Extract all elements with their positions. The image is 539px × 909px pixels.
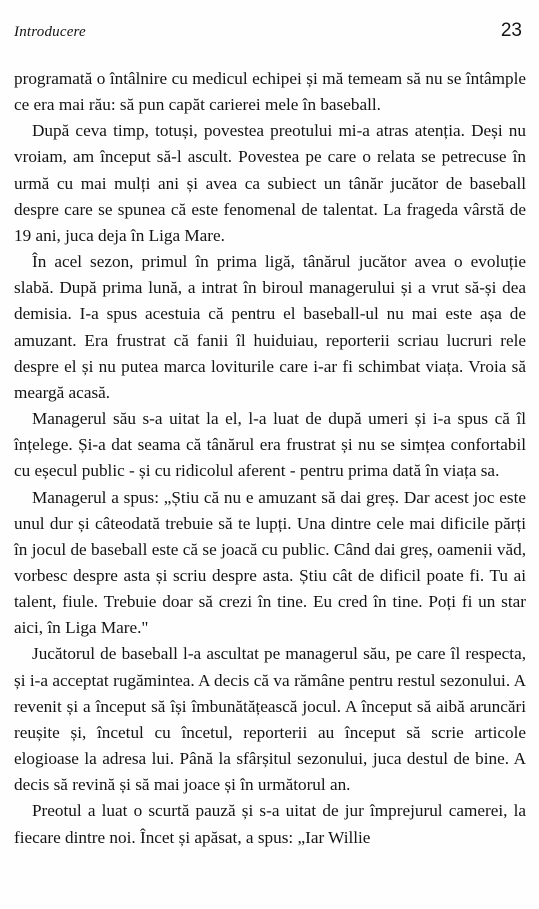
body-text xyxy=(14,66,526,851)
paragraph-6: Jucătorul de baseball l-a ascultat pe managerul său, pe care îl respecta, și i-a acceptat rugămintea. A decis că va rămâne pentru restul sezonului. A revenit și a început să își îmbunătățească jocul. A început să aibă aruncări reușite și, încetul cu încetul, reporterii au început să scrie articole elogioase la adresa lui. Până la sfârșitul sezonului, juca destul de bine. A decis să revină și să mai joace și în următorul an. xyxy=(14,644,526,795)
running-header xyxy=(14,20,522,48)
paragraph-2: După ceva timp, totuși, povestea preotului mi-a atras atenția. Deși nu vroiam, am început să-l ascult. Povestea pe care o relata se petrecuse în urmă cu mai mulți ani și avea ca subiect un tânăr jucător de baseball despre care se spunea că este fenomenal de talentat. La frageda vârstă de 19 ani, juca deja în Liga Mare. xyxy=(14,121,526,245)
paragraph-1: programată o întâlnire cu medicul echipei și mă temeam să nu se întâmple ce era mai rău: să pun capăt carierei mele în baseball. xyxy=(14,69,526,115)
chapter-title: Introducere xyxy=(14,24,86,40)
paragraph-5: Managerul a spus: „Știu că nu e amuzant să dai greș. Dar acest joc este unul dur și câteodată trebuie să te lupți. Una dintre cele mai dificile părți în jocul de baseball este că se joacă cu public. Când dai greș, oamenii văd, vorbesc despre asta și scriu despre asta. Știu cât de dificil poate fi. Tu ai talent, fiule. Trebuie doar să crezi în tine. Eu cred în tine. Poți fi un star aici, în Liga Mare." xyxy=(14,487,526,638)
paragraph-3: În acel sezon, primul în prima ligă, tânărul jucător avea o evoluție slabă. După prima lună, a intrat în biroul managerului și a vrut să-și dea demisia. I-a spus acestuia că pentru el baseball-ul nu mai este așa de amuzant. Era frustrat că fanii îl huiduiau, reporterii scriau lucruri rele despre el și nu putea marca loviturile care i-ar fi schimbat viața. Vroia să meargă acasă. xyxy=(14,252,526,402)
paragraph-4: Managerul său s-a uitat la el, l-a luat de după umeri și i-a spus că îl înțelege. Și-a dat seama că tânărul era frustrat și nu se simțea confortabil cu eșecul public - și cu ridicolul aferent - pentru prima dată în viața sa. xyxy=(14,409,526,481)
page-number: 23 xyxy=(500,20,522,41)
paragraph-7: Preotul a luat o scurtă pauză și s-a uitat de jur împrejurul camerei, la fiecare dintre noi. Încet și apăsat, a spus: „Iar Willie xyxy=(14,801,526,847)
